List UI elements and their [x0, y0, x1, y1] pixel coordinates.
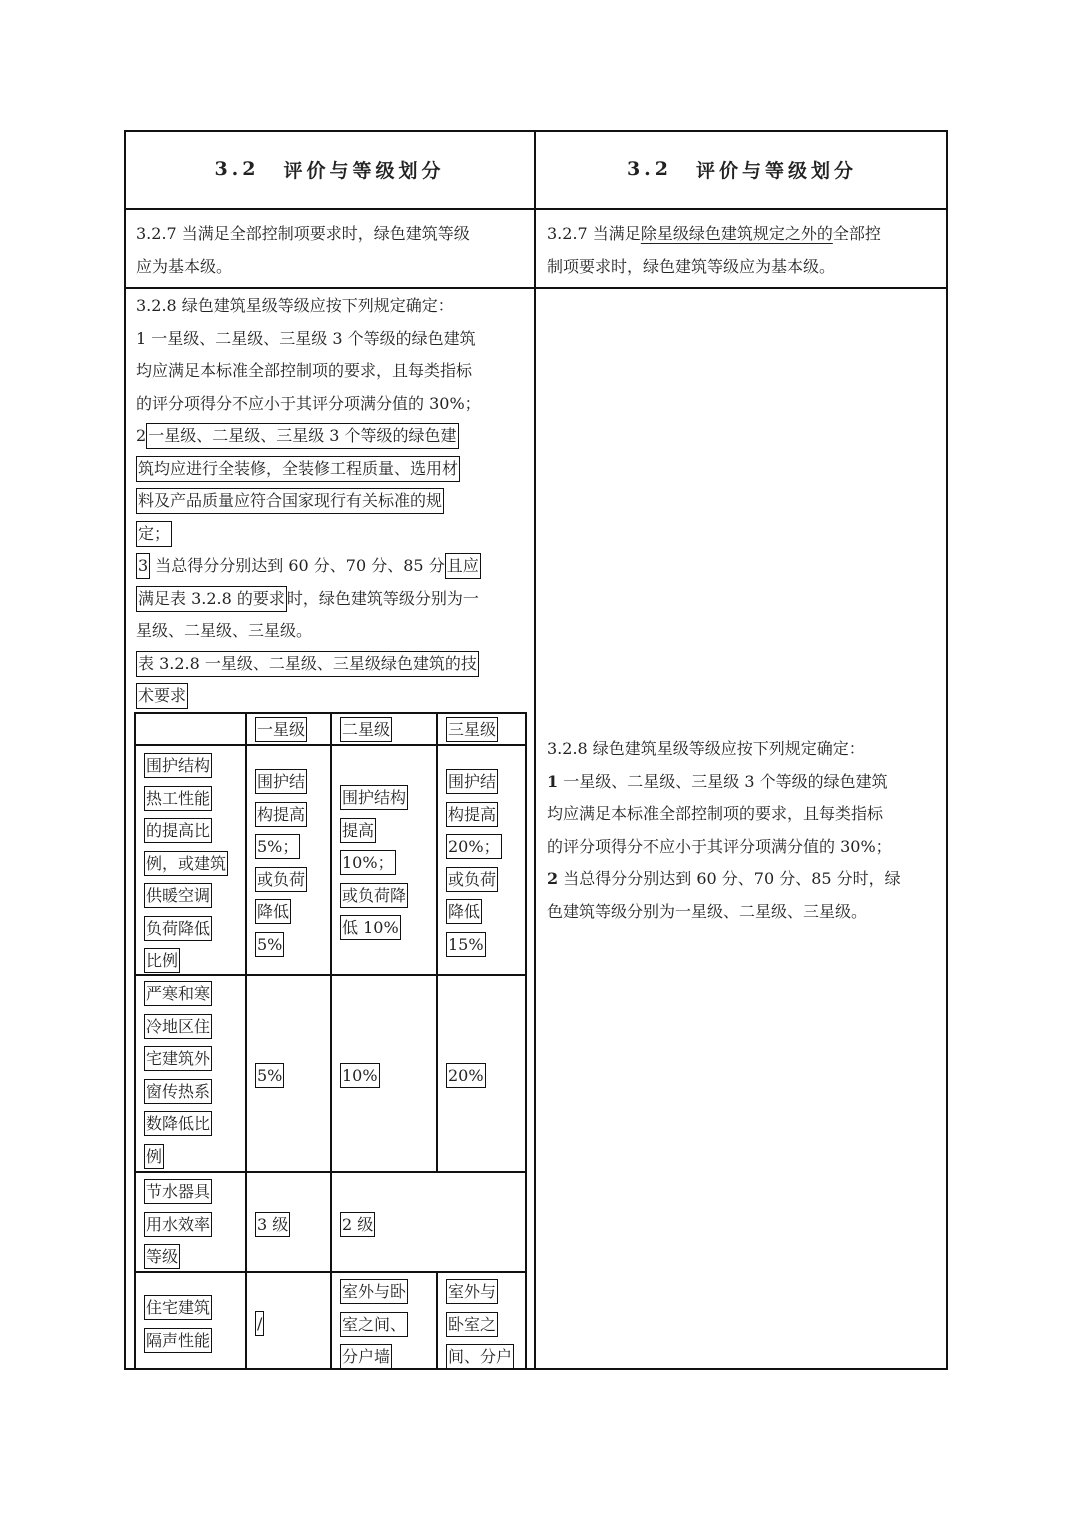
table-line — [330, 712, 332, 1370]
clause-327-new: 3.2.7 当满足除星级绿色建筑规定之外的全部控 制项要求时，绿色建筑等级应为基本级。 — [547, 224, 881, 276]
row2-two-star: 10% — [340, 1060, 380, 1093]
row1-two-star: 围护结构 提高 10%； 或负荷降 低 10% — [340, 782, 408, 945]
boxed-text: 且应 — [445, 553, 481, 579]
row3-one-star: 3 级 — [255, 1209, 290, 1242]
clause-328-new: 3.2.8 绿色建筑星级等级应按下列规定确定： 1 一星级、二星级、三星级 3 个等级的绿色建筑 均应满足本标准全部控制项的要求，且每类指标 的评分项得分不应小于其评分项满分值的 30%； 2 当总得分分别达到 60 分、70 分、85 分时，绿 色建筑等级分别为一星级、二星级、三星级。 — [547, 739, 901, 921]
row1-one-star: 围护结 构提高 5%； 或负荷 降低 5% — [255, 766, 307, 961]
row2-one-star: 5% — [255, 1060, 284, 1093]
row-divider — [124, 208, 948, 210]
clause-328-old: 3.2.8 绿色建筑星级等级应按下列规定确定： 1 一星级、二星级、三星级 3 个等级的绿色建筑 均应满足本标准全部控制项的要求，且每类指标 的评分项得分不应小于其评分项满分值的 30%； 2一星级、二星级、三星级 3 个等级的绿色建 筑均应进行全装修，全装修工程质量、选用材 料及产品质量应符合国家现行有关标准的规 定； 3 当总得分分别达到 60 分、70 分、85 分 且应 满足表 3.2.8 的要求 时，绿色建筑等级分别为一 星级、二星级、三星级。 表 3.2.8 一星级、二星级、三星级绿色建筑的技 术要求 — [136, 290, 481, 713]
row3-label: 节水器具 用水效率 等级 — [144, 1176, 212, 1274]
boxed-text: 料及产品质量应符合国家现行有关标准的规 — [136, 488, 444, 514]
row4-label: 住宅建筑 隔声性能 — [144, 1292, 212, 1357]
boxed-text: 一星级、二星级、三星级 3 个等级的绿色建 — [146, 423, 458, 449]
row2-three-star: 20% — [446, 1060, 486, 1093]
header-two-star: 二星级 — [340, 714, 392, 747]
boxed-text: 术要求 — [136, 683, 188, 709]
boxed-text: 3 — [136, 553, 150, 579]
boxed-text: 筑均应进行全装修，全装修工程质量、选用材 — [136, 456, 460, 482]
row4-one-star: / — [255, 1308, 264, 1341]
row3-two-three-star: 2 级 — [340, 1209, 375, 1242]
boxed-text: 表 3.2.8 一星级、二星级、三星级绿色建筑的技 — [136, 651, 479, 677]
table-line — [245, 712, 247, 1370]
header-three-star: 三星级 — [446, 714, 498, 747]
row-divider — [124, 287, 948, 289]
row2-label: 严寒和寒 冷地区住 宅建筑外 窗传热系 数降低比 例 — [144, 978, 212, 1173]
left-column-header: 3.2 评价与等级划分 — [214, 158, 445, 182]
clause-327-old: 3.2.7 当满足全部控制项要求时，绿色建筑等级 应为基本级。 — [136, 224, 470, 276]
boxed-text: 定； — [136, 521, 172, 547]
row4-three-star: 室外与 卧室之 间、分户 — [446, 1276, 514, 1374]
table-328 — [134, 712, 526, 1370]
right-column-header: 3.2 评价与等级划分 — [626, 158, 858, 182]
table-line — [436, 1271, 438, 1370]
row1-label: 围护结构 热工性能 的提高比 例，或建筑 供暖空调 负荷降低 比例 — [144, 750, 228, 978]
underlined-insertion: 除星级绿色建筑规定之外的 — [640, 224, 833, 243]
table-line — [525, 712, 527, 1370]
row4-two-star: 室外与卧 室之间、 分户墙 — [340, 1276, 408, 1374]
row1-three-star: 围护结 构提高 20%； 或负荷 降低 15% — [446, 766, 502, 961]
boxed-text: 满足表 3.2.8 的要求 — [136, 586, 287, 612]
table-line — [436, 712, 438, 1171]
header-one-star: 一星级 — [255, 714, 307, 747]
table-line — [134, 712, 136, 1370]
column-divider — [534, 130, 536, 1370]
